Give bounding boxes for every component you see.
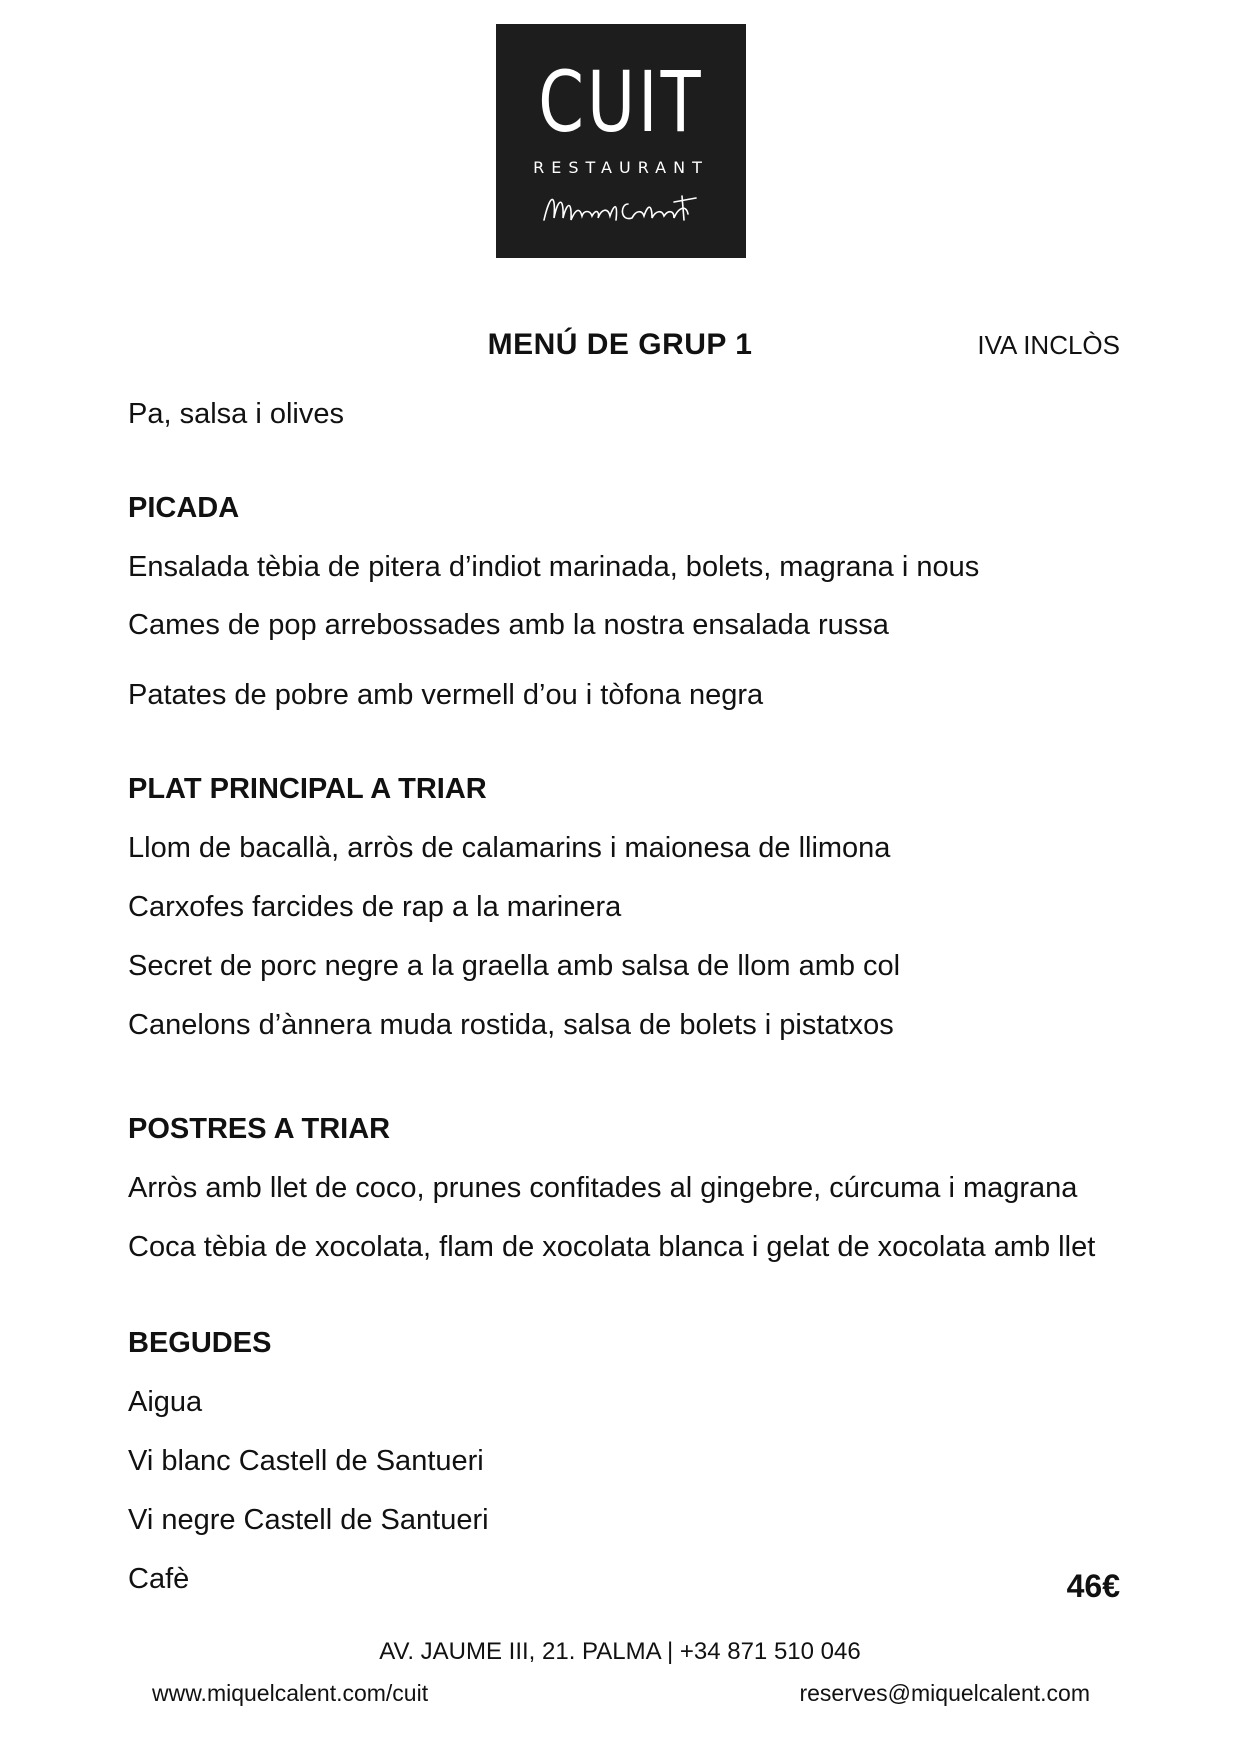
menu-title: MENÚ DE GRUP 1 xyxy=(487,328,753,361)
restaurant-logo xyxy=(496,24,746,258)
menu-item: Llom de bacallà, arròs de calamarins i maionesa de llimona xyxy=(128,832,891,864)
email-link[interactable]: reserves@miquelcalent.com xyxy=(799,1680,1090,1706)
section-heading-drinks: BEGUDES xyxy=(128,1327,272,1359)
menu-item: Secret de porc negre a la graella amb salsa de llom amb col xyxy=(128,950,901,982)
section-heading-main: PLAT PRINCIPAL A TRIAR xyxy=(128,773,487,805)
menu-item: Arròs amb llet de coco, prunes confitades al gingebre, cúrcuma i magrana xyxy=(128,1172,1078,1204)
menu-price: 46€ xyxy=(1066,1568,1120,1604)
menu-item: Patates de pobre amb vermell d’ou i tòfona negra xyxy=(128,679,764,711)
menu-item: Vi blanc Castell de Santueri xyxy=(128,1445,484,1477)
signature-logo xyxy=(536,174,706,244)
menu-item: Carxofes farcides de rap a la marinera xyxy=(128,891,622,923)
menu-item: Coca tèbia de xocolata, flam de xocolata blanca i gelat de xocolata amb llet xyxy=(128,1231,1096,1263)
footer-address: AV. JAUME III, 21. PALMA | +34 871 510 046 xyxy=(379,1638,861,1665)
section-heading-desserts: POSTRES A TRIAR xyxy=(128,1113,391,1145)
menu-item: Aigua xyxy=(128,1386,203,1418)
menu-item: Vi negre Castell de Santueri xyxy=(128,1504,489,1536)
tax-note: IVA INCLÒS xyxy=(977,330,1120,360)
section-heading-picada: PICADA xyxy=(128,492,240,524)
menu-item: Canelons d’ànnera muda rostida, salsa de bolets i pistatxos xyxy=(128,1009,894,1041)
menu-item: Ensalada tèbia de pitera d’indiot marinada, bolets, magrana i nous xyxy=(128,551,980,583)
logo-name: CUIT xyxy=(538,53,704,151)
intro-item: Pa, salsa i olives xyxy=(128,398,344,430)
logo-subtitle: RESTAURANT xyxy=(533,158,709,177)
website-link[interactable]: www.miquelcalent.com/cuit xyxy=(152,1680,429,1706)
menu-item: Cafè xyxy=(128,1563,190,1595)
menu-item: Cames de pop arrebossades amb la nostra ensalada russa xyxy=(128,609,889,641)
